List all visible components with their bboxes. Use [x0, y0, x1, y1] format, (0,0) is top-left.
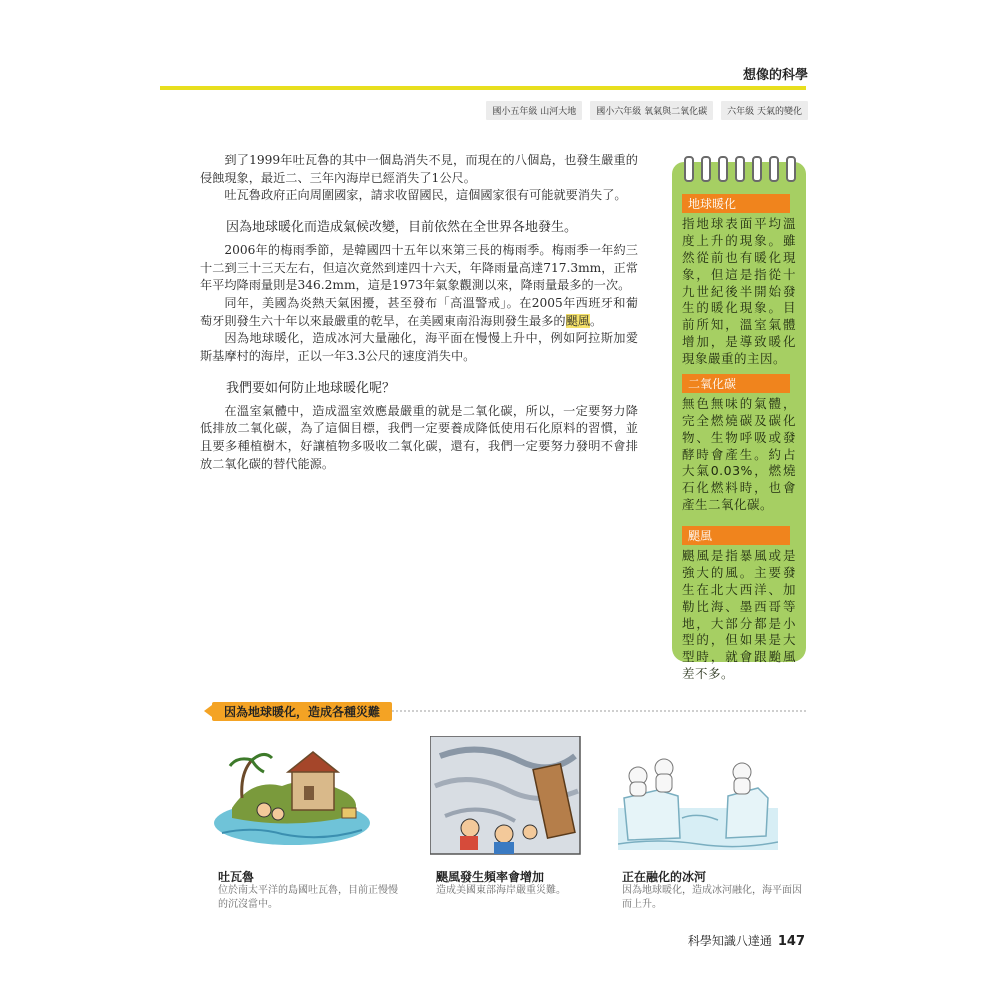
section-heading: 因為地球暖化而造成氣候改變，目前依然在全世界各地發生。	[226, 220, 578, 236]
hurricane-illustration	[430, 736, 590, 856]
curriculum-tag: 六年級 天氣的變化	[721, 101, 808, 120]
section-heading: 我們要如何防止地球暖化呢？	[226, 380, 396, 396]
glossary-term: 地球暖化	[682, 194, 790, 213]
dotted-divider	[392, 710, 806, 712]
caption-text: 造成美國東部海岸嚴重災難。	[436, 885, 566, 896]
glossary-definition: 無色無味的氣體，完全燃燒碳及碳化物、生物呼吸或發酵時會產生。約占大氣0.03%，燃燒石化燃料時，也會產生二氧化碳。	[682, 395, 796, 513]
paragraph: 2006年的梅雨季節，是韓國四十五年以來第三長的梅雨季。梅雨季一年約三十二到三十三天左右，但這次竟然到達四十六天，年降雨量高達717.3mm，正常年平均降雨量則是346.2mm，這是1973年氣象觀測以來，降雨量最多的一次。	[200, 242, 638, 293]
paragraph	[200, 295, 638, 330]
tuvalu-illustration	[212, 738, 372, 850]
paragraph: 吐瓦魯政府正向周圍國家，請求收留國民，這個國家很有可能就要消失了。	[224, 188, 627, 203]
text-run: 同年，美國為炎熱天氣困擾，甚至發布「高溫警戒」。在2005年西班牙和葡萄牙則發生六十年以來最嚴重的乾旱，在美國東南沿海則發生最多的	[200, 295, 638, 328]
curriculum-tag: 國小五年級 山河大地	[486, 101, 582, 120]
ring-icon	[701, 156, 711, 182]
glossary-definition: 颶風是指暴風或是強大的風。主要發生在北大西洋、加勒比海、墨西哥等地，大部分都是小型的，但如果是大型時，就會跟颱風差不多。	[682, 548, 796, 682]
glossary-definition: 指地球表面平均溫度上升的現象。雖然從前也有暖化現象，但這是指從十九世紀後半開始發生的暖化現象。目前所知，溫室氣體增加，是導致暖化現象嚴重的主因。	[682, 216, 796, 366]
glossary-entries	[672, 180, 806, 683]
ring-icon	[752, 156, 762, 182]
text-run: 。	[590, 313, 603, 328]
paragraph: 因為地球暖化，造成冰河大量融化，海平面在慢慢上升中，例如阿拉斯加愛斯基摩村的海岸，正以一年3.3公尺的速度消失中。	[200, 331, 638, 364]
header-title: 想像的科學	[742, 68, 808, 83]
ring-icon	[735, 156, 745, 182]
caption-text: 因為地球暖化，造成冰河融化，海平面因而上升。	[622, 885, 802, 910]
header-rule	[160, 86, 806, 90]
curriculum-tag: 國小六年級 氧氣與二氧化碳	[590, 101, 713, 120]
glossary-term: 颶風	[682, 526, 790, 545]
glossary-term: 二氧化碳	[682, 374, 790, 393]
book-title: 科學知識八達通	[687, 934, 772, 948]
caption-title: 吐瓦魯	[218, 870, 255, 884]
caption-title: 颶風發生頻率會增加	[436, 870, 545, 884]
gallery-banner	[212, 702, 392, 720]
highlight-term: 颶風	[565, 313, 590, 328]
banner-label: 因為地球暖化，造成各種災難	[212, 702, 392, 721]
ring-icon	[786, 156, 796, 182]
page-footer	[688, 932, 805, 949]
glacier-illustration	[618, 738, 778, 850]
ring-icon	[718, 156, 728, 182]
ring-icon	[769, 156, 779, 182]
page-number: 147	[777, 934, 805, 949]
caption-text: 位於南太平洋的島國吐瓦魯，目前正慢慢的沉沒當中。	[218, 885, 398, 910]
ring-icon	[684, 156, 694, 182]
caption-title: 正在融化的冰河	[622, 870, 707, 884]
curriculum-tags	[486, 101, 808, 120]
main-text	[200, 152, 638, 473]
paragraph: 在溫室氣體中，造成溫室效應最嚴重的就是二氧化碳，所以，一定要努力降低排放二氧化碳，為了這個目標，我們一定要養成降低使用石化原料的習慣，並且要多種植樹木，好讓植物多吸收二氧化碳，還有，我們一定要努力發明不會排放二氧化碳的替代能源。	[200, 403, 638, 471]
paragraph: 到了1999年吐瓦魯的其中一個島消失不見，而現在的八個島，也發生嚴重的侵蝕現象，最近二、三年內海岸已經消失了1公尺。	[200, 153, 638, 185]
